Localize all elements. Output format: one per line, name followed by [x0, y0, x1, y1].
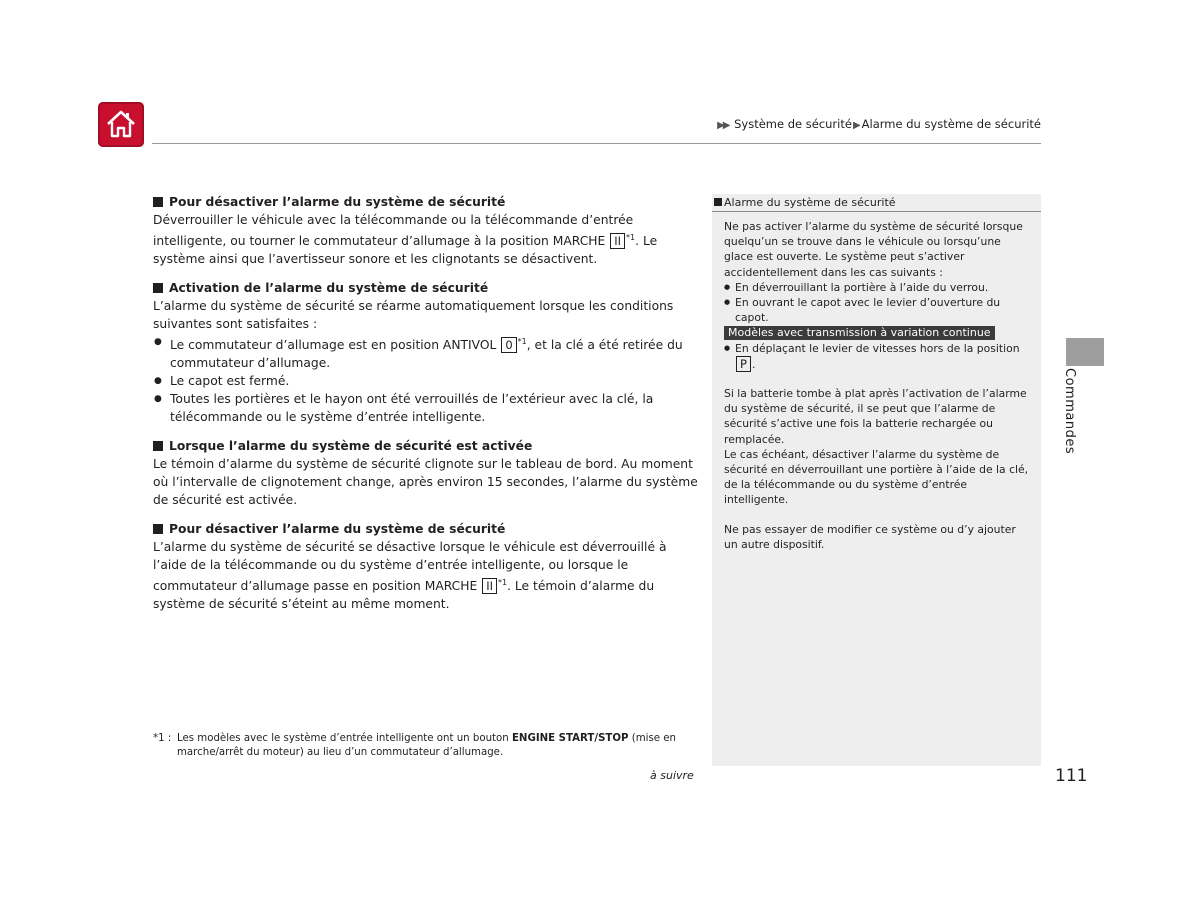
footnote-ref[interactable]: *1	[498, 578, 508, 588]
header-rule	[152, 143, 1041, 144]
chapter-label: Commandes	[1062, 368, 1077, 455]
continue-label: à suivre	[650, 769, 694, 782]
text: (mise en marche/arrêt du moteur) au lieu d’un commutateur d’allumage.	[177, 733, 677, 758]
footnote-text	[177, 732, 693, 760]
section-disable-alarm-2	[153, 520, 698, 613]
section-heading	[153, 520, 698, 538]
footnote-ref[interactable]: *1	[517, 337, 527, 347]
sidebar-body	[712, 212, 1041, 552]
home-button[interactable]	[98, 102, 144, 147]
sidebar-paragraph: Ne pas activer l’alarme du système de sécurité lorsque quelqu’un se trouve dans le véhicule ou lorsqu’une glace est ouverte. Le système peut s’activer accidentellement dans les cas suivants :	[724, 220, 1023, 279]
paragraph: L’alarme du système de sécurité se réarme automatiquement lorsque les conditions suivantes sont satisfaites :	[153, 299, 674, 332]
condition-list	[153, 333, 698, 426]
breadcrumb-link-2[interactable]: Alarme du système de sécurité	[861, 117, 1041, 131]
footnote-ref[interactable]: *1	[626, 233, 636, 242]
text: , et la clé a été retirée du commutateur d’allumage.	[170, 338, 683, 371]
section-activation	[153, 279, 698, 426]
paragraph	[153, 538, 698, 613]
paragraph: Le témoin d’alarme du système de sécurité clignote sur le tableau de bord. Au moment où l’intervalle de clignotement change, après environ 15 secondes, l’alarme du système de sécurité est activée.	[153, 457, 698, 508]
heading-text: Pour désactiver l’alarme du système de sécurité	[169, 195, 506, 209]
sidebar-note	[712, 194, 1041, 766]
sidebar-list	[724, 341, 1029, 372]
double-arrow-icon: ▶▶	[717, 120, 729, 131]
text: L’alarme du système de sécurité se désactive lorsque le véhicule est déverrouillé à l’aide de la télécommande ou du système d’entrée intelligente, ou lorsque le commutateur d’allumage passe en position MARCHE	[153, 540, 667, 594]
section-heading	[153, 193, 698, 211]
text: Les modèles avec le système d’entrée intelligente ont un bouton	[177, 733, 509, 744]
ignition-key-icon: II	[482, 578, 497, 594]
list-item: ● Le capot est fermé.	[153, 372, 698, 390]
ignition-key-icon: II	[610, 233, 625, 249]
list-item: ● Toutes les portières et le hayon ont été verrouillés de l’extérieur avec la clé, la télécommande ou le système d’entrée intelligente.	[153, 390, 698, 426]
arrow-icon: ▶	[852, 120, 861, 131]
section-heading	[153, 437, 698, 455]
section-alarm-activated	[153, 437, 698, 509]
heading-text: Pour désactiver l’alarme du système de sécurité	[169, 522, 506, 537]
model-tag: Modèles avec transmission à variation continue	[724, 326, 995, 340]
square-bullet-icon	[153, 283, 163, 293]
list-item: ● En déverrouillant la portière à l’aide du verrou.	[724, 280, 1029, 295]
home-icon	[105, 108, 137, 140]
sidebar-paragraph: Ne pas essayer de modifier ce système ou d’y ajouter un autre dispositif.	[724, 522, 1016, 551]
footnote	[153, 732, 693, 760]
text: Déverrouiller le véhicule avec la télécommande ou la télécommande d’entrée intelligente, ou tourner le commutateur d’allumage à la position MARCHE	[153, 213, 634, 249]
sidebar-paragraph: Le cas échéant, désactiver l’alarme du système de sécurité en déverrouillant une portière à l’aide de la clé, de la télécommande ou du système d’entrée intelligente.	[724, 447, 1029, 507]
breadcrumb	[717, 117, 1041, 131]
text: Le commutateur d’allumage est en position ANTIVOL	[170, 338, 497, 353]
list-item	[724, 341, 1029, 372]
section-heading	[153, 279, 698, 297]
reference-icon	[714, 198, 722, 206]
section-disable-alarm-1	[153, 193, 698, 268]
footnote-mark: *1 :	[153, 733, 172, 744]
chapter-tab[interactable]	[1066, 338, 1104, 366]
text: . Le témoin d’alarme du système de sécurité s’éteint au même moment.	[153, 579, 655, 612]
square-bullet-icon	[153, 197, 163, 207]
list-item: ● En ouvrant le capot avec le levier d’ouverture du capot.	[724, 295, 1029, 325]
square-bullet-icon	[153, 441, 163, 451]
sidebar-list	[724, 280, 1029, 326]
list-item	[153, 333, 698, 372]
text: . Le système ainsi que l’avertisseur sonore et les clignotants se désactivent.	[153, 234, 658, 267]
park-position-icon: P	[736, 356, 751, 372]
sidebar-paragraph: Si la batterie tombe à plat après l’activation de l’alarme du système de sécurité, il se peut que l’alarme de sécurité s’active une fois la batterie rechargée ou remplacée.	[724, 387, 1027, 446]
heading-text: Activation de l’alarme du système de sécurité	[169, 281, 489, 296]
sidebar-heading[interactable]	[712, 194, 1041, 212]
paragraph	[153, 211, 698, 268]
page-number: 111	[1055, 766, 1088, 786]
sidebar-heading-text: Alarme du système de sécurité	[724, 196, 896, 209]
text: En déplaçant le levier de vitesses hors de la position	[735, 341, 1020, 355]
button-name: ENGINE START/STOP	[511, 733, 629, 744]
breadcrumb-link-1[interactable]: Système de sécurité	[734, 117, 852, 131]
heading-text: Lorsque l’alarme du système de sécurité est activée	[169, 439, 533, 454]
text: .	[751, 357, 756, 371]
main-content	[153, 193, 698, 624]
ignition-key-icon: 0	[501, 337, 516, 353]
square-bullet-icon	[153, 524, 163, 534]
